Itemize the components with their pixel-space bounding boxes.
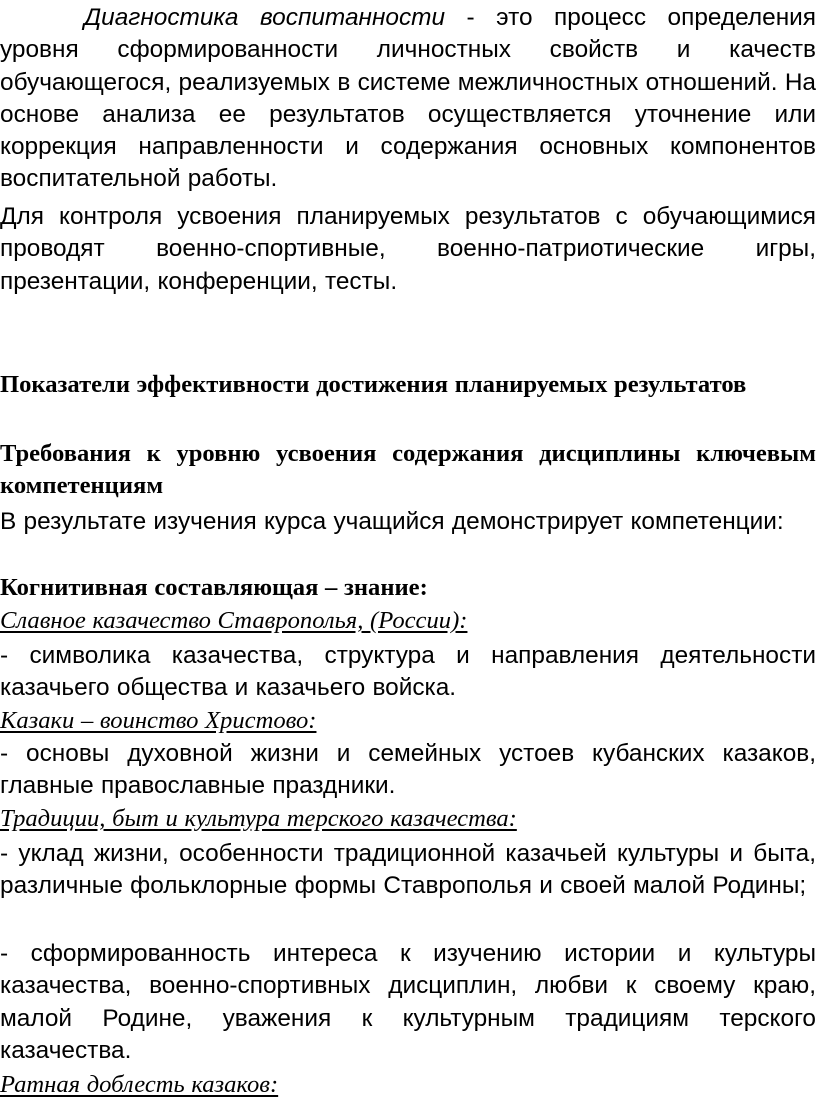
indicators-heading: Показатели эффективности достижения планируемых результатов: [0, 371, 747, 398]
control-paragraph: Для контроля усвоения планируемых результатов с обучающимися проводят военно-спортивные, военно-патриотические игры, презентации, конференции, тесты.: [0, 203, 816, 295]
section-title-military-valor: Ратная доблесть казаков:: [0, 1071, 279, 1098]
section-item-spiritual-life: - основы духовной жизни и семейных устоев кубанских казаков, главные православные праздники.: [0, 740, 816, 800]
section-title-glorious-cossacks: Славное казачество Ставрополья, (России):: [0, 607, 468, 634]
requirements-heading: Требования к уровню усвоения содержания дисциплины ключевым компетенциям: [0, 440, 816, 500]
section-title-traditions: Традиции, быт и культура терского казачества:: [0, 805, 517, 832]
section-title-christ-army: Казаки – воинство Христово:: [0, 707, 317, 734]
intro-paragraph: [0, 2, 816, 196]
section-item-symbols: - символика казачества, структура и направления деятельности казачьего общества и казачьего войска.: [0, 642, 816, 702]
section-item-way-of-life: - уклад жизни, особенности традиционной казачьей культуры и быта, различные фольклорные формы Ставрополья и своей малой Родины;: [0, 840, 816, 900]
competencies-intro: В результате изучения курса учащийся демонстрирует компетенции:: [0, 508, 784, 535]
section-item-interest: - сформированность интереса к изучению истории и культуры казачества, военно-спортивных дисциплин, любви к своему краю, малой Родине, уважения к культурным традициям терского казачества.: [0, 940, 816, 1064]
intro-term: Диагностика воспитанности: [84, 4, 446, 31]
intro-definition: - это процесс определения уровня сформированности личностных свойств и качеств обучающегося, реализуемых в системе межличностных отношений. На основе анализа ее результатов осуществляется уточнение или коррекция направленности и содержания основных компонентов воспитательной работы.: [0, 4, 816, 193]
cognitive-heading: Когнитивная составляющая – знание:: [0, 574, 428, 601]
